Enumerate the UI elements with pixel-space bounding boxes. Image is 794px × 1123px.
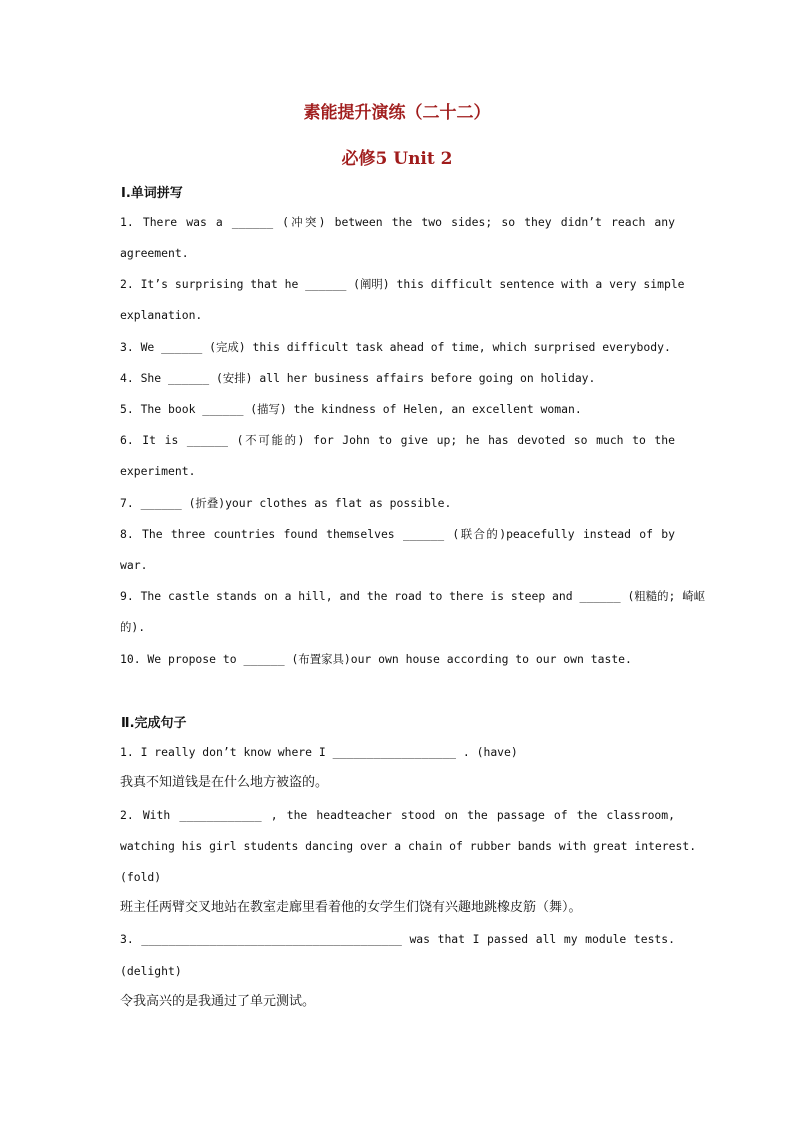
question-line: explanation. xyxy=(120,308,203,322)
question-line: 3. We ______ (完成) this difficult task ahead of time, which surprised everybody. xyxy=(120,340,671,354)
question-line: 3. ______________________________________ was that I passed all my module tests. xyxy=(120,932,675,946)
hint-line: (delight) xyxy=(120,964,182,978)
question-line: agreement. xyxy=(120,246,189,260)
question-line: experiment. xyxy=(120,464,196,478)
question-line: 4. She ______ (安排) all her business affairs before going on holiday. xyxy=(120,371,596,385)
question-line: 2. With ____________ , the headteacher stood on the passage of the classroom, xyxy=(120,808,675,822)
question-line: 6. It is ______ (不可能的) for John to give up; he has devoted so much to the xyxy=(120,433,675,447)
translation-line: 班主任两臂交叉地站在教室走廊里看着他的女学生们饶有兴趣地跳橡皮筋（舞）。 xyxy=(120,900,582,915)
question-line: war. xyxy=(120,558,148,572)
section-heading-sentences: Ⅱ.完成句子 xyxy=(121,716,187,731)
question-line: 10. We propose to ______ (布置家具)our own house according to our own taste. xyxy=(120,652,632,666)
translation-line: 令我高兴的是我通过了单元测试。 xyxy=(120,994,316,1009)
question-line: 8. The three countries found themselves ______ (联合的)peacefully instead of by xyxy=(120,527,675,541)
question-line: 1. There was a ______ (冲突) between the two sides; so they didn’t reach any xyxy=(120,215,675,229)
question-line: 2. It’s surprising that he ______ (阐明) this difficult sentence with a very simple xyxy=(120,277,685,291)
page-title: 素能提升演练（二十二） xyxy=(303,103,491,123)
question-line: watching his girl students dancing over a chain of rubber bands with great interest. xyxy=(120,839,697,853)
question-line: 7. ______ (折叠)your clothes as flat as possible. xyxy=(120,496,452,510)
hint-line: (fold) xyxy=(120,870,162,884)
section-heading-spelling: Ⅰ.单词拼写 xyxy=(121,186,183,201)
question-line: 1. I really don’t know where I __________________ . (have) xyxy=(120,745,518,759)
question-line: 9. The castle stands on a hill, and the road to there is steep and ______ (粗糙的; 崎岖 xyxy=(120,589,705,603)
page-subtitle: 必修5 Unit 2 xyxy=(341,149,453,169)
question-line: 的). xyxy=(120,620,146,634)
question-line: 5. The book ______ (描写) the kindness of Helen, an excellent woman. xyxy=(120,402,582,416)
translation-line: 我真不知道钱是在什么地方被盗的。 xyxy=(120,775,329,790)
